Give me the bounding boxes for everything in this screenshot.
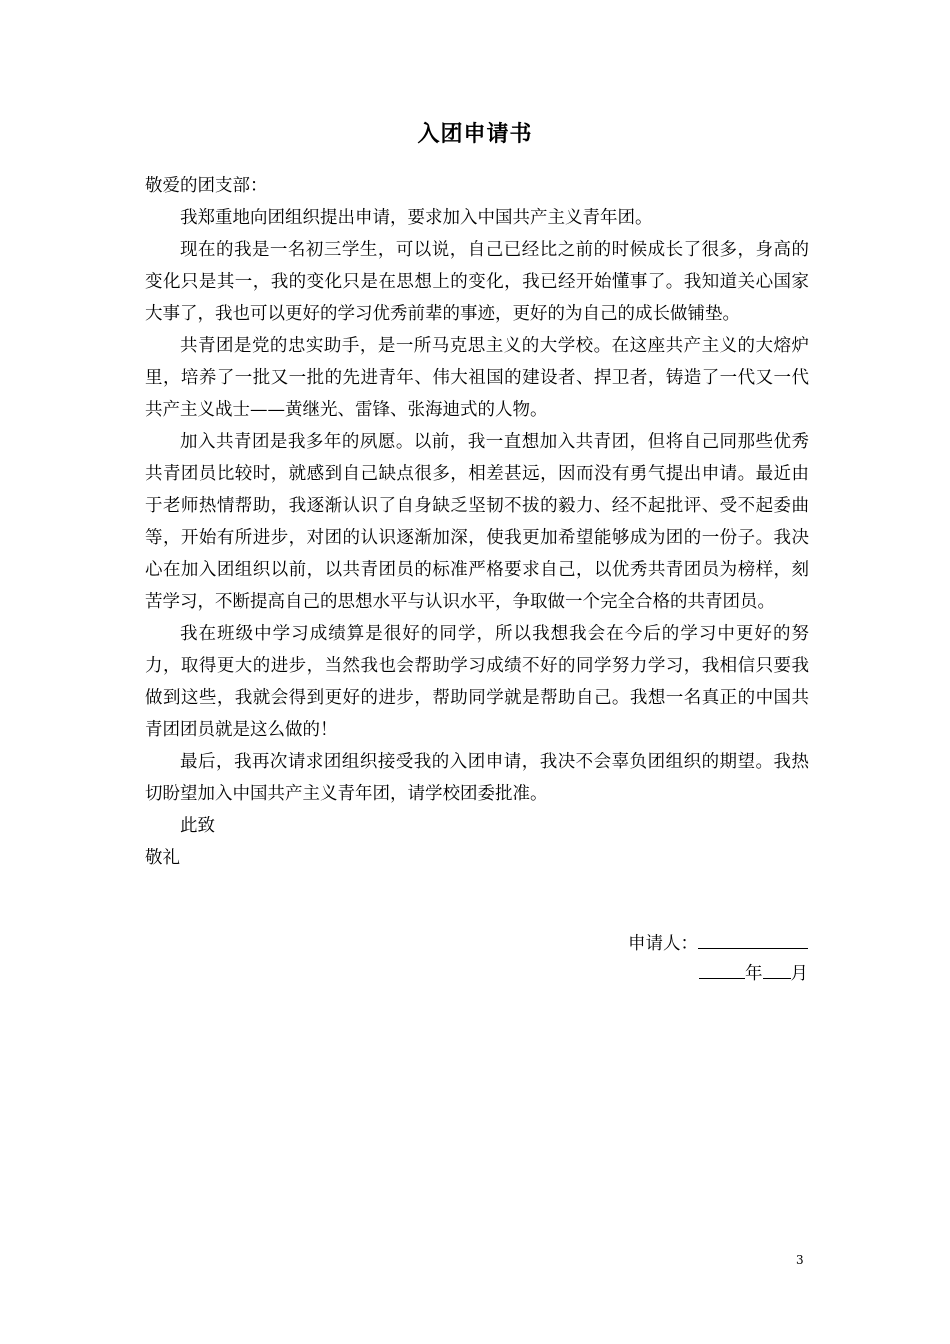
- applicant-label: 申请人：: [628, 934, 698, 954]
- year-label: 年: [745, 964, 763, 984]
- paragraph-1: 我郑重地向团组织提出申请，要求加入中国共产主义青年团。: [180, 208, 653, 228]
- paragraph-2: 现在的我是一名初三学生，可以说，自己已经比之前的时候成长了很多，身高的变化只是其一，我的变化只是在思想上的变化，我已经开始懂事了。我知道关心国家大事了，我也可以更好的学习优秀前辈的事迹，更好的为自己的成长做铺垫。: [145, 240, 809, 324]
- paragraph-4: 加入共青团是我多年的夙愿。以前，我一直想加入共青团，但将自己同那些优秀共青团员比较时，就感到自己缺点很多，相差甚远，因而没有勇气提出申请。最近由于老师热情帮助，我逐渐认识了自身缺乏坚韧不拔的毅力、经不起批评、受不起委曲等，开始有所进步，对团的认识逐渐加深，使我更加希望能够成为团的一份子。我决心在加入团组织以前，以共青团员的标准严格要求自己，以优秀共青团员为榜样，刻苦学习，不断提高自己的思想水平与认识水平，争取做一个完全合格的共青团员。: [145, 432, 809, 612]
- salutation: 敬爱的团支部：: [145, 176, 268, 196]
- month-blank[interactable]: [763, 958, 791, 979]
- closing-salute: 敬礼: [145, 848, 180, 868]
- applicant-line: [628, 928, 808, 959]
- year-blank[interactable]: [699, 958, 745, 979]
- month-label: 月: [790, 964, 808, 984]
- paragraph-6: 最后，我再次请求团组织接受我的入团申请，我决不会辜负团组织的期望。我热切盼望加入中国共产主义青年团，请学校团委批准。: [145, 752, 809, 804]
- page-number: 3: [796, 1253, 804, 1267]
- applicant-name-blank[interactable]: [698, 928, 808, 949]
- document-title: 入团申请书: [417, 122, 533, 147]
- letter-body: [145, 170, 809, 874]
- paragraph-5: 我在班级中学习成绩算是很好的同学，所以我想我会在今后的学习中更好的努力，取得更大的进步，当然我也会帮助学习成绩不好的同学努力学习，我相信只要我做到这些，我就会得到更好的进步，帮助同学就是帮助自己。我想一名真正的中国共青团团员就是这么做的！: [145, 624, 809, 740]
- paragraph-3: 共青团是党的忠实助手，是一所马克思主义的大学校。在这座共产主义的大熔炉里，培养了一批又一批的先进青年、伟大祖国的建设者、捍卫者，铸造了一代又一代共产主义战士——黄继光、雷锋、张海迪式的人物。: [145, 336, 809, 420]
- closing-greeting: 此致: [180, 816, 215, 836]
- date-line: [699, 958, 808, 989]
